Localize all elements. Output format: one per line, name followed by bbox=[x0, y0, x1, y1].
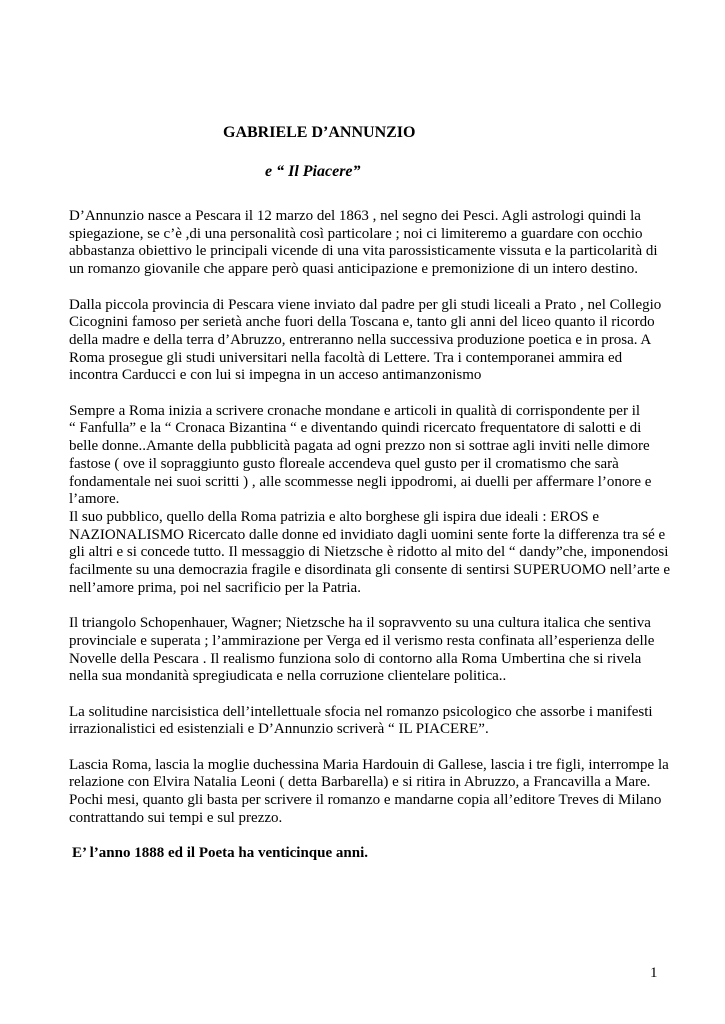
paragraph-gap bbox=[69, 828, 659, 846]
text-line: Novelle della Pescara . Il realismo funziona solo di contorno alla Roma Umbertina che si rivela bbox=[69, 650, 642, 667]
paragraph-gap bbox=[69, 739, 659, 757]
text-line: “ Fanfulla” e la “ Cronaca Bizantina “ e diventando quindi ricercato frequentatore di salotti e di bbox=[69, 420, 642, 437]
text-line: gli altri e si concede tutto. Il messaggio di Nietzsche è ridotto al mito del “ dandy”che, imponendosi bbox=[69, 544, 669, 561]
text-line: D’Annunzio nasce a Pescara il 12 marzo del 1863 , nel segno dei Pesci. Agli astrologi quindi la bbox=[69, 208, 641, 224]
paragraph bbox=[69, 615, 659, 686]
paragraph bbox=[69, 402, 671, 598]
text-line: NAZIONALISMO Ricercato dalle donne ed invidiato dagli uomini sente forte la differenza tra sé e bbox=[69, 526, 666, 543]
text-line: spiegazione, se c’è ,di una personalità così particolare ; noi ci limiteremo a guardare con occhio bbox=[69, 225, 643, 242]
text-line: Il suo pubblico, quello della Roma patrizia e alto borghese gli ispira due ideali : EROS e bbox=[69, 508, 600, 525]
paragraph-gap bbox=[69, 279, 659, 297]
page-number: 1 bbox=[650, 965, 658, 981]
text-line: Dalla piccola provincia di Pescara viene inviato dal padre per gli studi liceali a Prato , nel Collegio bbox=[69, 296, 662, 313]
paragraph bbox=[69, 296, 662, 386]
text-line: della madre e della terra d’Abruzzo, entreranno nella successiva produzione poetica e in prosa. A bbox=[69, 331, 652, 348]
text-line: contrattando sui tempi e sul prezzo. bbox=[69, 809, 283, 826]
paragraph-gap bbox=[69, 385, 659, 403]
text-line: un romanzo giovanile che appare però quasi anticipazione e premonizione di un intero destino. bbox=[69, 261, 638, 278]
closing-statement: E’ l’anno 1888 ed il Poeta ha venticinque anni. bbox=[72, 845, 369, 862]
text-line: La solitudine narcisistica dell’intellettuale sfocia nel romanzo psicologico che assorbe i manifesti bbox=[69, 703, 653, 720]
text-line: irrazionalistici ed esistenziali e D’Annunzio scriverà “ IL PIACERE”. bbox=[69, 721, 489, 738]
text-line: nella sua mondanità spregiudicata e nella corruzione clientelare politica.. bbox=[69, 668, 507, 685]
document-subtitle: e “ Il Piacere” bbox=[265, 163, 361, 180]
text-line: abbastanza obiettivo le principali vicende di una vita parossisticamente vissuta e la particolarità di bbox=[69, 243, 658, 260]
paragraph bbox=[69, 756, 669, 828]
text-line: facilmente su una democrazia fragile e disordinata gli consente di sentirsi SUPERUOMO nell’arte e bbox=[69, 562, 671, 579]
text-line: Sempre a Roma inizia a scrivere cronache mondane e articoli in qualità di corrispondente per il bbox=[69, 402, 641, 419]
paragraph-gap bbox=[69, 686, 659, 704]
text-line: Pochi mesi, quanto gli basta per scrivere il romanzo e mandarne copia all’editore Treves di Milano bbox=[69, 792, 662, 809]
paragraph bbox=[69, 704, 659, 739]
text-line: Il triangolo Schopenhauer, Wagner; Nietzsche ha il sopravvento su una cultura italica che sentiva bbox=[69, 615, 651, 632]
document-title: GABRIELE D’ANNUNZIO bbox=[223, 124, 416, 141]
text-line: belle donne..Amante della pubblicità pagata ad ogni prezzo non si sottrae agli inviti nelle dimore bbox=[69, 438, 650, 455]
paragraph-gap bbox=[69, 597, 659, 615]
text-line: fastose ( ove il sopraggiunto gusto floreale accendeva quel gusto per il cromatismo che sarà bbox=[69, 455, 619, 472]
text-line: Lascia Roma, lascia la moglie duchessina Maria Hardouin di Gallese, lascia i tre figli, interrompe la bbox=[69, 756, 669, 773]
paragraph bbox=[69, 208, 659, 279]
text-line: relazione con Elvira Natalia Leoni ( detta Barbarella) e si ritira in Abruzzo, a Francavilla a Mare. bbox=[69, 774, 651, 791]
text-line: Cicognini famoso per serietà anche fuori della Toscana e, tanto gli anni del liceo quanto il ricordo bbox=[69, 314, 655, 331]
text-line: fondamentale nei suoi scritti ) , alle scommesse negli ippodromi, ai duelli per affermare l’onore e bbox=[69, 473, 652, 490]
text-line: l’amore. bbox=[69, 491, 120, 508]
text-line: provinciale e superata ; l’ammirazione per Verga ed il verismo resta confinata all’esperienza delle bbox=[69, 632, 655, 649]
document-body bbox=[69, 208, 671, 863]
text-line: incontra Carducci e con lui si impegna in un acceso antimanzonismo bbox=[69, 367, 482, 384]
text-line: nell’amore prima, poi nel sacrificio per la Patria. bbox=[69, 579, 361, 596]
text-line: Roma prosegue gli studi universitari nella facoltà di Lettere. Tra i contemporanei ammira ed bbox=[69, 349, 623, 366]
